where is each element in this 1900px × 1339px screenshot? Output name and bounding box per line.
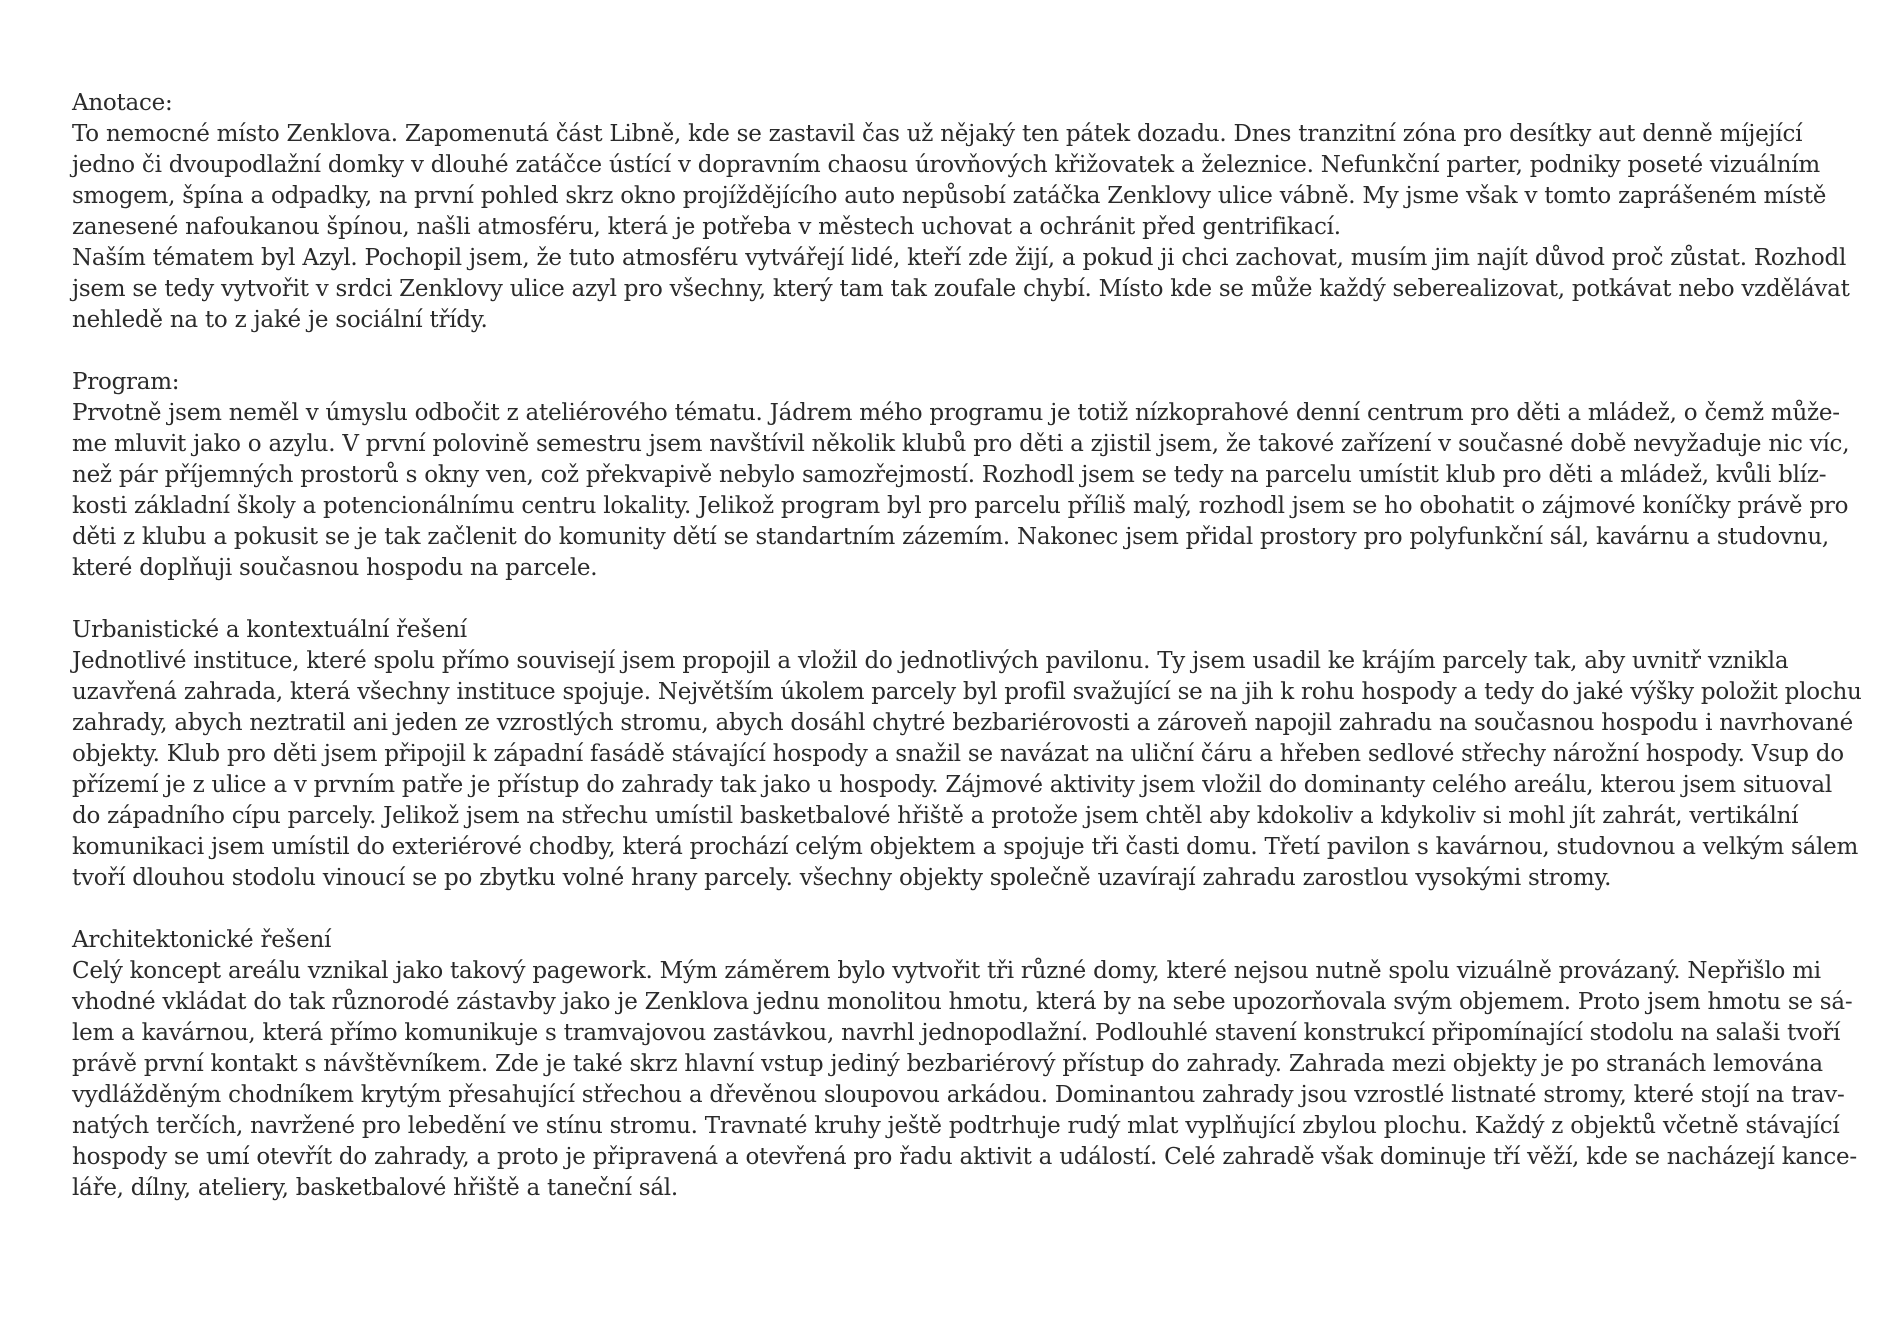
text-line: hospody se umí otevřít do zahrady, a proto je připravená a otevřená pro řadu aktivit a událostí. Celé zahradě však dominuje tří věží, kde se nacházejí kance- [72, 1144, 1857, 1170]
section-urbanisticke-reseni [72, 615, 1872, 894]
text-line: lem a kavárnou, která přímo komunikuje s tramvajovou zastávkou, navrhl jednopodlažní. Podlouhlé stavení konstrukcí připomínající stodolu na salaši tvoří [72, 1020, 1841, 1046]
text-line: Celý koncept areálu vznikal jako takový pagework. Mým záměrem bylo vytvořit tři různé domy, které nejsou nutně spolu vizuálně provázaný. Nepřišlo mi [72, 958, 1821, 984]
text-line: přízemí je z ulice a v prvním patře je přístup do zahrady tak jako u hospody. Zájmové aktivity jsem vložil do dominanty celého areálu, kterou jsem situoval [72, 772, 1832, 798]
document-page [72, 88, 1872, 1235]
text-line: natých terčích, navržené pro lebedění ve stínu stromu. Travnaté kruhy ještě podtrhuje rudý mlat vyplňující zbylou plochu. Každý z objektů včetně stávající [72, 1113, 1840, 1139]
section-heading: Program: [72, 369, 180, 395]
text-line: Jednotlivé instituce, které spolu přímo souvisejí jsem propojil a vložil do jednotlivých pavilonu. Ty jsem usadil ke krájím parcely tak, aby uvnitř vznikla [72, 648, 1789, 674]
text-line: jedno či dvoupodlažní domky v dlouhé zatáčce ústící v dopravním chaosu úrovňových křižovatek a železnice. Nefunkční parter, podniky poseté vizuálním [72, 152, 1820, 178]
text-line: vydlážděným chodníkem krytým přesahující střechou a dřevěnou sloupovou arkádou. Dominantou zahrady jsou vzrostlé listnaté stromy, které stojí na trav- [72, 1082, 1845, 1108]
text-line: komunikaci jsem umístil do exteriérové chodby, která prochází celým objektem a spojuje tři časti domu. Třetí pavilon s kavárnou, studovnou a velkým sálem [72, 834, 1859, 860]
text-line: děti z klubu a pokusit se je tak začlenit do komunity dětí se standartním zázemím. Nakonec jsem přidal prostory pro polyfunkční sál, kavárnu a studovnu, [72, 524, 1829, 550]
section-program [72, 367, 1872, 584]
text-line: zanesené nafoukanou špínou, našli atmosféru, která je potřeba v městech uchovat a ochránit před gentrifikací. [72, 214, 1341, 240]
paragraph [72, 646, 1872, 894]
paragraph [72, 243, 1872, 336]
text-line: kosti základní školy a potencionálnímu centru lokality. Jelikož program byl pro parcelu příliš malý, rozhodl jsem se ho obohatit o zájmové koníčky právě pro [72, 493, 1849, 519]
paragraph [72, 398, 1872, 584]
text-line: zahrady, abych neztratil ani jeden ze vzrostlých stromu, abych dosáhl chytré bezbariérovosti a zároveň napojil zahradu na současnou hospodu i navrhované [72, 710, 1854, 736]
section-heading: Anotace: [72, 90, 173, 116]
text-line: do západního cípu parcely. Jelikož jsem na střechu umístil basketbalové hřiště a protože jsem chtěl aby kdokoliv a kdykoliv si mohl jít zahrát, vertikální [72, 803, 1799, 829]
text-line: láře, dílny, ateliery, basketbalové hřiště a taneční sál. [72, 1175, 678, 1201]
text-line: které doplňuji současnou hospodu na parcele. [72, 555, 598, 581]
section-heading: Architektonické řešení [72, 927, 332, 953]
text-line: tvoří dlouhou stodolu vinoucí se po zbytku volné hrany parcely. všechny objekty společně uzavírají zahradu zarostlou vysokými stromy. [72, 865, 1612, 891]
section-architektonicke-reseni [72, 925, 1872, 1204]
text-line: To nemocné místo Zenklova. Zapomenutá část Libně, kde se zastavil čas už nějaký ten pátek dozadu. Dnes tranzitní zóna pro desítky aut denně míjející [72, 121, 1803, 147]
text-line: objekty. Klub pro děti jsem připojil k západní fasádě stávající hospody a snažil se navázat na uliční čáru a hřeben sedlové střechy nárožní hospody. Vsup do [72, 741, 1844, 767]
text-line: Naším tématem byl Azyl. Pochopil jsem, že tuto atmosféru vytvářejí lidé, kteří zde žijí, a pokud ji chci zachovat, musím jim najít důvod proč zůstat. Rozhodl [72, 245, 1847, 271]
text-line: smogem, špína a odpadky, na první pohled skrz okno projíždějícího auto nepůsobí zatáčka Zenklovy ulice vábně. My jsme však v tomto zaprášeném místě [72, 183, 1827, 209]
text-line: jsem se tedy vytvořit v srdci Zenklovy ulice azyl pro všechny, který tam tak zoufale chybí. Místo kde se může každý seberealizovat, potkávat nebo vzdělávat [72, 276, 1850, 302]
paragraph [72, 956, 1872, 1204]
text-line: Prvotně jsem neměl v úmyslu odbočit z ateliérového tématu. Jádrem mého programu je totiž nízkoprahové denní centrum pro děti a mládež, o čemž může- [72, 400, 1840, 426]
text-line: než pár příjemných prostorů s okny ven, což překvapivě nebylo samozřejmostí. Rozhodl jsem se tedy na parcelu umístit klub pro děti a mládež, kvůli blíz- [72, 462, 1827, 488]
text-line: uzavřená zahrada, která všechny instituce spojuje. Největším úkolem parcely byl profil svažující se na jih k rohu hospody a tedy do jaké výšky položit plochu [72, 679, 1862, 705]
text-line: vhodné vkládat do tak různorodé zástavby jako je Zenklova jednu monolitou hmotu, která by na sebe upozorňovala svým objemem. Proto jsem hmotu se sá- [72, 989, 1853, 1015]
section-heading: Urbanistické a kontextuální řešení [72, 617, 467, 643]
text-line: me mluvit jako o azylu. V první polovině semestru jsem navštívil několik klubů pro děti a zjistil jsem, že takové zařízení v současné době nevyžaduje nic víc, [72, 431, 1850, 457]
text-line: nehledě na to z jaké je sociální třídy. [72, 307, 488, 333]
section-anotace [72, 88, 1872, 336]
paragraph [72, 119, 1872, 243]
text-line: právě první kontakt s návštěvníkem. Zde je také skrz hlavní vstup jediný bezbariérový přístup do zahrady. Zahrada mezi objekty je po stranách lemována [72, 1051, 1823, 1077]
